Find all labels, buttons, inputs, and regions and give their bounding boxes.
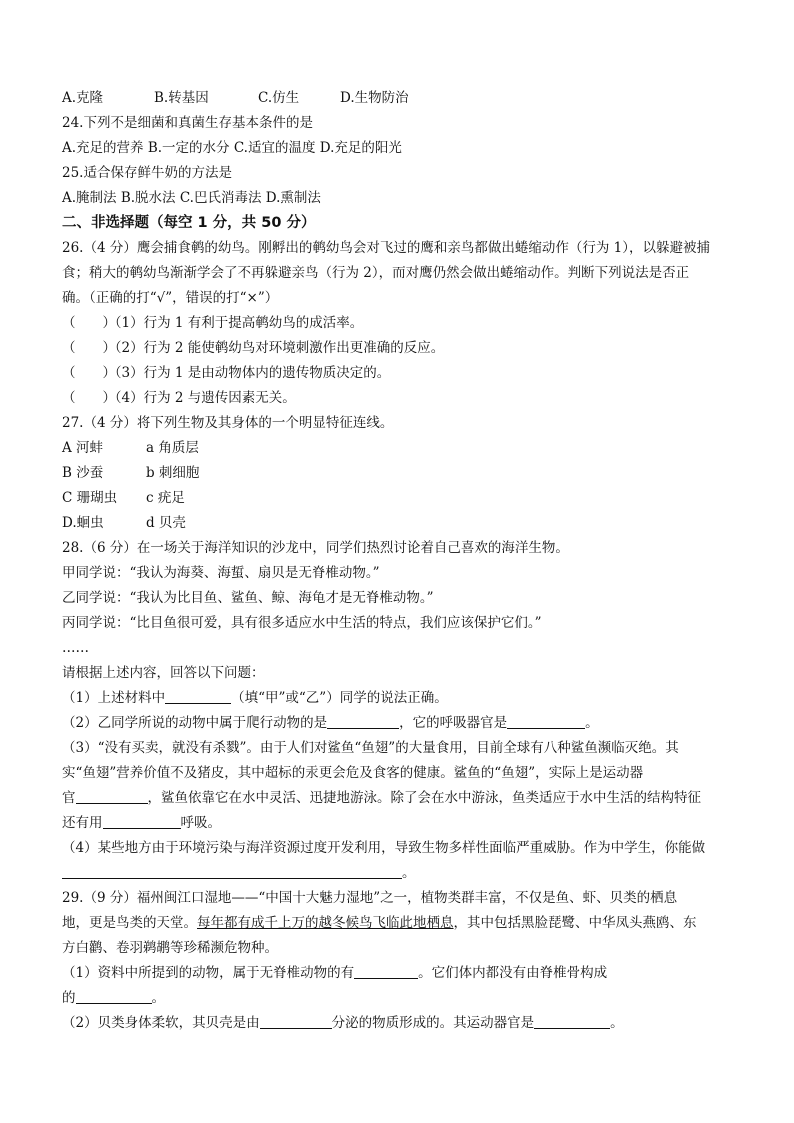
answer-blank[interactable] [354,962,418,979]
q28-sub-1-text-end: （填“甲”或“乙”）同学的说法正确。 [231,690,448,706]
q29-sub-2 [62,1011,742,1036]
q28-sub-3-line-1: （3）“没有买卖，就没有杀戮”。由于人们对鲨鱼“鱼翅”的大量食用，目前全球有八种鲨鱼濒临灭绝。其 [62,740,679,756]
q27-left-item: D.蛔虫 [62,515,104,531]
q28-yi: 乙同学说：“我认为比目鱼、鲨鱼、鲸、海龟才是无脊椎动物。” [62,590,434,606]
q23-option-c: C.仿生 [258,90,300,106]
q27-stem: 27.（4 分）将下列生物及其身体的一个明显特征连线。 [62,415,394,431]
q29-line-1: 29.（9 分）福州闽江口湿地——“中国十大魅力湿地”之一，植物类群丰富，不仅是鱼、虾、贝类的栖息 [62,890,678,906]
exam-page [62,86,742,1036]
q29-sub-2-text: （2）贝类身体柔软，其贝壳是由 [62,1015,260,1031]
q23-options [62,86,742,111]
answer-blank[interactable] [507,712,585,729]
q28-sub-3-text-end: ，鲨鱼依靠它在水中灵活、迅捷地游泳。除了会在水中游泳，鱼类适应于水中生活的结构特征 [147,790,701,806]
q28-sub-2-text: （2）乙同学所说的动物中属于爬行动物的是 [62,715,328,731]
q28-sub-2-text-end: 。 [585,715,599,731]
answer-blank[interactable] [327,712,399,729]
q28-sub-4-line-2 [62,861,742,886]
q28-sub-3-text: 还有用 [62,815,103,831]
q27-pair-1 [62,436,742,461]
q29-sub-1 [62,961,742,986]
q28-sub-3-line-3 [62,786,742,811]
q28-sub-1 [62,686,742,711]
q29-text-end: ，其中包括黑脸琵鹭、中华凤头燕鸥、东 [453,915,697,931]
q29-sub-1-text-end: 。它们体内都没有由脊椎骨构成 [418,965,608,981]
section-title: 二、非选择题（每空 1 分，共 50 分） [62,215,316,231]
q29-line-3: 方白鹳、卷羽鹈鹕等珍稀濒危物种。 [62,940,278,956]
answer-paren[interactable]: （ ） [62,390,116,406]
answer-blank[interactable] [165,687,231,704]
q28-sub-1-text: （1）上述材料中 [62,690,166,706]
answer-blank[interactable] [103,812,181,829]
q28-ellipsis: …… [62,640,89,656]
q26-line-3: 确。（正确的打“√”，错误的打“×”） [62,290,279,306]
q28-stem: 28.（6 分）在一场关于海洋知识的沙龙中，同学们热烈讨论着自己喜欢的海洋生物。 [62,540,569,556]
q29-sub-1-text: （1）资料中所提到的动物，属于无脊椎动物的有 [62,965,355,981]
q26-item-text: （1）行为 1 有利于提高鹌幼鸟的成活率。 [108,315,364,331]
q26-item-text: （3）行为 1 是由动物体内的遗传物质决定的。 [108,365,391,381]
q29-sub-1-text-end: 。 [151,990,165,1006]
q28-sub-4-text-end: 。 [402,865,416,881]
answer-paren[interactable]: （ ） [62,340,116,356]
q26-line-2: 食；稍大的鹌幼鸟渐渐学会了不再躲避亲鸟（行为 2），而对鹰仍然会做出蜷缩动作。判断下列说法是否正 [62,265,690,281]
q29-sub-1-cont [62,986,742,1011]
q28-sub-3-line-4 [62,811,742,836]
answer-paren[interactable]: （ ） [62,365,116,381]
q29-text: 地，更是鸟类的天堂。 [62,915,197,931]
answer-blank[interactable] [76,787,148,804]
q28-bing: 丙同学说：“比目鱼很可爱，具有很多适应水中生活的特点，我们应该保护它们。” [62,615,542,631]
q27-right-item: d 贝壳 [146,515,186,531]
q27-right-item: c 疣足 [146,490,185,506]
q25-stem: 25.适合保存鲜牛奶的方法是 [62,165,232,181]
q24-options: A.充足的营养 B.一定的水分 C.适宜的温度 D.充足的阳光 [62,140,402,156]
q28-sub-4-line-1: （4）某些地方由于环境污染与海洋资源过度开发利用，导致生物多样性面临严重威胁。作为中学生，你能做 [62,840,706,856]
q27-right-item: b 刺细胞 [146,465,200,481]
q23-option-d: D.生物防治 [340,90,409,106]
answer-paren[interactable]: （ ） [62,315,116,331]
q28-sub-3-text-end: 呼吸。 [180,815,221,831]
q29-line-2 [62,911,742,936]
q28-prompt: 请根据上述内容，回答以下问题： [62,665,265,681]
q25-options: A.腌制法 B.脱水法 C.巴氏消毒法 D.熏制法 [62,190,321,206]
q27-right-item: a 角质层 [146,440,199,456]
answer-blank[interactable] [62,862,402,879]
q29-underlined-text: 每年都有成千上万的越冬候鸟飞临此地栖息 [197,915,454,931]
q27-pair-4 [62,511,742,536]
q26-item-4 [62,386,742,411]
q23-option-a: A.克隆 [62,90,104,106]
q26-item-3 [62,361,742,386]
q28-sub-3-text: 官 [62,790,76,806]
answer-blank[interactable] [76,987,152,1004]
q27-left-item: A 河蚌 [62,440,104,456]
q28-sub-2 [62,711,742,736]
q27-pair-3 [62,486,742,511]
q29-sub-2-text-end: 。 [610,1015,624,1031]
q29-sub-1-text: 的 [62,990,76,1006]
q27-left-item: B 沙蚕 [62,465,104,481]
q28-jia: 甲同学说：“我认为海葵、海蜇、扇贝是无脊椎动物。” [62,565,380,581]
q26-line-1: 26.（4 分）鹰会捕食鹌的幼鸟。刚孵出的鹌幼鸟会对飞过的鹰和亲鸟都做出蜷缩动作（行为 1），以躲避被捕 [62,240,710,256]
q29-sub-2-text-mid: 分泌的物质形成的。其运动器官是 [331,1015,535,1031]
q26-item-text: （2）行为 2 能使鹌幼鸟对环境刺激作出更准确的反应。 [108,340,445,356]
q26-item-2 [62,336,742,361]
answer-blank[interactable] [534,1012,610,1029]
q27-left-item: C 珊瑚虫 [62,490,118,506]
q28-sub-2-text-mid: ，它的呼吸器官是 [399,715,508,731]
q23-option-b: B.转基因 [154,90,209,106]
q26-item-1 [62,311,742,336]
answer-blank[interactable] [260,1012,332,1029]
q24-stem: 24.下列不是细菌和真菌生存基本条件的是 [62,115,313,131]
q26-item-text: （4）行为 2 与遗传因素无关。 [108,390,296,406]
q28-sub-3-line-2: 实“鱼翅”营养价值不及猪皮，其中超标的汞更会危及食客的健康。鲨鱼的“鱼翅”，实际上是运动器 [62,765,644,781]
q27-pair-2 [62,461,742,486]
